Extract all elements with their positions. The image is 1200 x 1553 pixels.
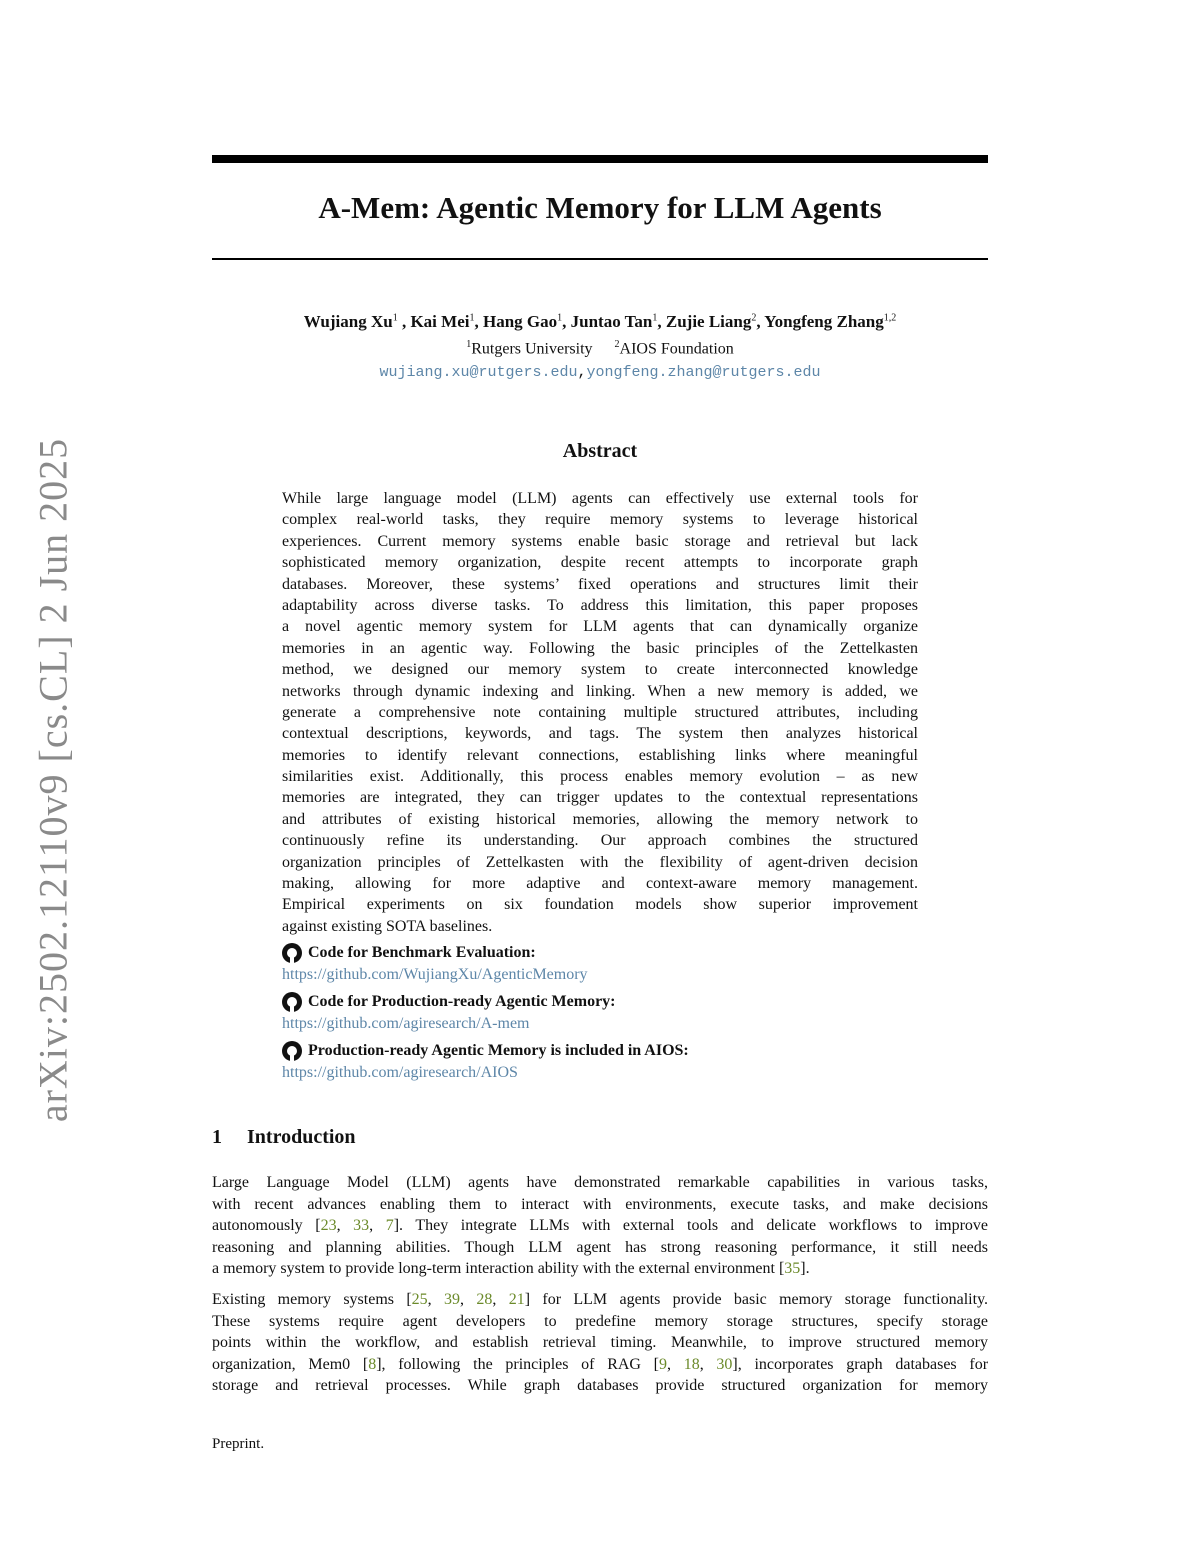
section-heading-introduction	[212, 1126, 356, 1149]
citation-link[interactable]: 21	[508, 1290, 525, 1308]
author-name: Juntao Tan	[570, 312, 653, 331]
abstract-body	[282, 488, 918, 937]
arxiv-sidebar	[28, 437, 78, 1123]
author-name: Hang Gao	[482, 312, 558, 331]
abstract-line: and attributes of existing historical memories, allowing the memory network to	[282, 810, 918, 828]
code-links	[282, 942, 918, 1089]
affil-mark: 2	[614, 339, 620, 350]
title-rule-bottom	[212, 258, 988, 260]
text-line: Large Language Model (LLM) agents have demonstrated remarkable capabilities in various tasks,	[212, 1174, 988, 1191]
github-icon	[282, 992, 302, 1012]
abstract-line: organization principles of Zettelkasten with the flexibility of agent-driven decision	[282, 853, 918, 871]
section-title: Introduction	[247, 1126, 356, 1148]
text-line: These systems require agent developers to predefine memory storage structures, specify storage	[212, 1312, 988, 1330]
code-link-url[interactable]: https://github.com/agiresearch/A-mem	[282, 1015, 530, 1032]
author-affil-mark: 1	[557, 312, 563, 324]
author-name: Wujiang Xu	[303, 312, 393, 331]
abstract-line: a novel agentic memory system for LLM agents that can dynamically organize	[282, 618, 918, 636]
text-line: points within the workflow, and establish retrieval timing. Meanwhile, to improve structured memory	[212, 1334, 988, 1352]
code-link-label: Code for Benchmark Evaluation:	[308, 944, 536, 961]
citation-link[interactable]: 33	[353, 1217, 370, 1235]
abstract-line: method, we designed our memory system to create interconnected knowledge	[282, 661, 918, 679]
abstract-line: networks through dynamic indexing and linking. When a new memory is added, we	[282, 682, 918, 700]
abstract-line: complex real-world tasks, they require memory systems to leverage historical	[282, 511, 918, 529]
abstract-line: memories are integrated, they can trigger updates to the contextual representations	[282, 789, 918, 807]
code-link-url[interactable]: https://github.com/WujiangXu/AgenticMemory	[282, 966, 588, 983]
section-number: 1	[212, 1126, 222, 1148]
email-link[interactable]: wujiang.xu@rutgers.edu	[379, 364, 578, 381]
abstract-line: continuously refine its understanding. Our approach combines the structured	[282, 832, 918, 850]
email-separator: ,	[577, 364, 587, 381]
abstract-line: generate a comprehensive note containing multiple structured attributes, including	[282, 703, 918, 721]
abstract-line: against existing SOTA baselines.	[282, 917, 493, 935]
citation-link[interactable]: 35	[784, 1260, 801, 1278]
code-link-item	[282, 991, 918, 1035]
code-link-label: Production-ready Agentic Memory is included in AIOS:	[308, 1042, 689, 1059]
abstract-line: adaptability across diverse tasks. To address this limitation, this paper proposes	[282, 596, 918, 614]
footer-note: Preprint.	[212, 1436, 265, 1452]
code-link-item	[282, 1040, 918, 1084]
abstract-line: While large language model (LLM) agents can effectively use external tools for	[282, 490, 918, 507]
code-link-url[interactable]: https://github.com/agiresearch/AIOS	[282, 1064, 518, 1081]
email-link[interactable]: yongfeng.zhang@rutgers.edu	[586, 364, 821, 381]
author-affil-mark: 1	[469, 312, 475, 324]
title-rule-top	[212, 155, 988, 163]
author-name: Yongfeng Zhang	[764, 312, 884, 331]
text-line: organization, Mem0 [8], following the principles of RAG [9, 18, 30], incorporates graph databases for	[212, 1355, 989, 1373]
author-emails	[212, 364, 988, 381]
citation-link[interactable]: 30	[716, 1355, 733, 1373]
citation-link[interactable]: 25	[411, 1290, 428, 1308]
abstract-line: memories to identify relevant connections, establishing links where meaningful	[282, 746, 918, 764]
abstract-line: similarities exist. Additionally, this process enables memory evolution – as new	[282, 768, 918, 786]
github-icon	[282, 943, 302, 963]
introduction-body	[212, 1174, 988, 1408]
abstract-line: databases. Moreover, these systems’ fixed operations and structures limit their	[282, 575, 918, 593]
citation-link[interactable]: 23	[320, 1217, 337, 1235]
text-line: Existing memory systems [25, 39, 28, 21] for LLM agents provide basic memory storage functionality.	[212, 1290, 989, 1308]
author-affil-mark: 1	[392, 312, 398, 324]
code-link-label: Code for Production-ready Agentic Memory:	[308, 993, 616, 1010]
affiliation-name: Rutgers University	[471, 340, 593, 358]
abstract-line: contextual descriptions, keywords, and tags. The system then analyzes historical	[282, 725, 918, 743]
text-line: with recent advances enabling them to interact with environments, execute tasks, and make decisions	[212, 1195, 988, 1213]
author-name: Kai Mei	[410, 312, 470, 331]
citation-link[interactable]: 8	[368, 1355, 377, 1373]
paragraph	[212, 1291, 988, 1399]
author-list: Wujiang Xu$^1$ , Kai Mei$^1$, Hang Gao$^1$, Juntao Tan$^1$, Zujie Liang$^2$, Yongfeng Zhang$^{1,2}$	[303, 312, 897, 331]
paragraph	[212, 1174, 988, 1282]
abstract-line: Empirical experiments on six foundation models show superior improvement	[282, 896, 918, 914]
abstract-heading: Abstract	[562, 440, 638, 462]
abstract-line: experiences. Current memory systems enable basic storage and retrieval but lack	[282, 532, 918, 550]
text-line: autonomously [23, 33, 7]. They integrate LLMs with external tools and delicate workflows to improve	[212, 1217, 989, 1235]
citation-link[interactable]: 28	[476, 1290, 493, 1308]
arxiv-identifier: arXiv:2502.12110v9 [cs.CL] 2 Jun 2025	[30, 437, 76, 1123]
affiliation-name: AIOS Foundation	[619, 340, 734, 358]
affil-mark: 1	[466, 339, 472, 350]
author-affil-mark: 1	[652, 312, 658, 324]
abstract-line: sophisticated memory organization, despite recent attempts to incorporate graph	[282, 554, 918, 572]
author-affil-mark: 2	[751, 312, 757, 324]
affiliations	[212, 339, 988, 358]
code-link-item	[282, 942, 918, 986]
citation-link[interactable]: 18	[683, 1355, 700, 1373]
paper-title: A-Mem: Agentic Memory for LLM Agents	[318, 190, 882, 225]
text-line: reasoning and planning abilities. Though LLM agent has strong reasoning performance, it still needs	[212, 1238, 988, 1256]
abstract-line: making, allowing for more adaptive and context-aware memory management.	[282, 875, 918, 893]
text-line: a memory system to provide long-term interaction ability with the external environment [35].	[212, 1260, 810, 1278]
author-affil-mark: 1,2	[883, 312, 897, 324]
text-line: storage and retrieval processes. While graph databases provide structured organization for memory	[212, 1377, 988, 1395]
citation-link[interactable]: 7	[385, 1217, 394, 1235]
abstract-line: memories in an agentic way. Following the basic principles of the Zettelkasten	[282, 639, 918, 657]
citation-link[interactable]: 9	[659, 1355, 668, 1373]
author-name: Zujie Liang	[665, 312, 752, 331]
github-icon	[282, 1041, 302, 1061]
citation-link[interactable]: 39	[444, 1290, 461, 1308]
